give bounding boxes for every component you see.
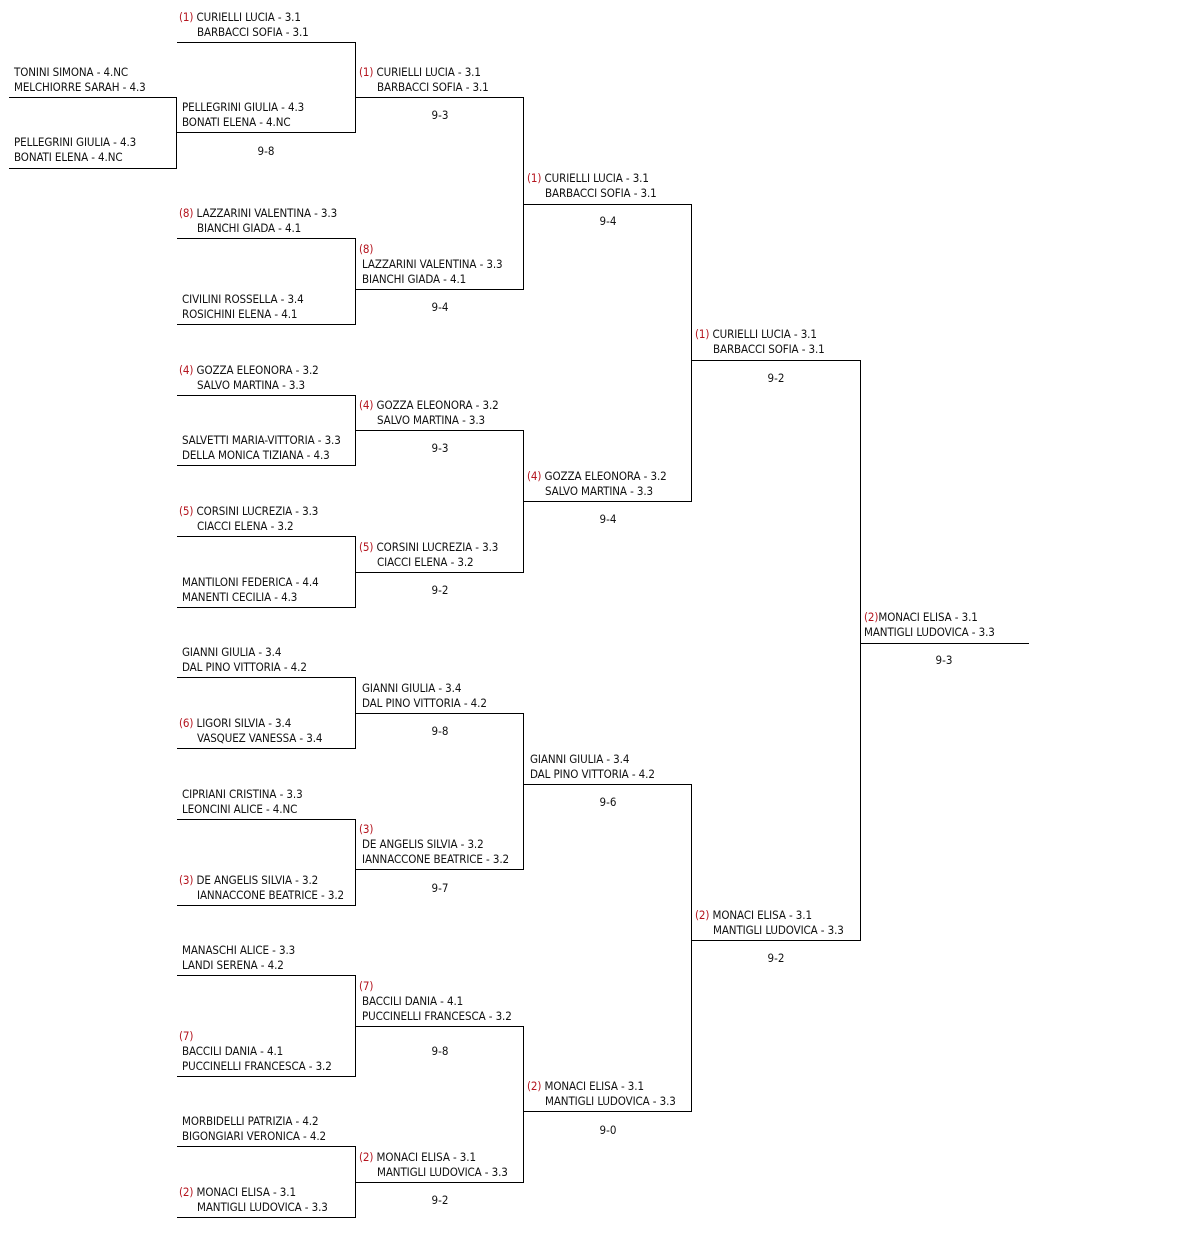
team-entry	[14, 65, 146, 95]
team-entry	[359, 540, 498, 570]
match-score: 9-8	[431, 724, 449, 738]
player-2: BARBACCI SOFIA - 3.1	[545, 186, 657, 200]
player-1: CURIELLI LUCIA - 3.1	[544, 171, 649, 185]
seed-number: (1)	[527, 171, 542, 185]
team-entry	[182, 433, 341, 463]
bracket-line	[177, 465, 356, 466]
player-2: BARBACCI SOFIA - 3.1	[377, 80, 489, 94]
bracket-connector	[691, 784, 692, 1112]
team-entry	[179, 206, 337, 236]
seed-number: (3)	[179, 873, 194, 887]
seed-number: (7)	[179, 1029, 194, 1043]
bracket-connector	[523, 97, 524, 290]
bracket-line	[356, 430, 524, 431]
player-1: MONACI ELISA - 3.1	[376, 1150, 476, 1164]
seed-number: (2)	[359, 1150, 374, 1164]
player-2: BIANCHI GIADA - 4.1	[197, 221, 302, 235]
seed-number: (2)	[179, 1185, 194, 1199]
bracket-line	[177, 748, 356, 749]
bracket-connector	[860, 360, 861, 941]
bracket-line	[692, 360, 860, 361]
bracket-line	[356, 289, 524, 290]
player-1: LAZZARINI VALENTINA - 3.3	[362, 257, 503, 271]
player-2: LANDI SERENA - 4.2	[182, 958, 284, 972]
team-entry	[527, 171, 657, 201]
player-1: BACCILI DANIA - 4.1	[182, 1044, 284, 1058]
match-score: 9-2	[431, 1193, 449, 1207]
bracket-line	[692, 940, 860, 941]
player-2: BONATI ELENA - 4.NC	[182, 115, 291, 129]
bracket-line	[177, 395, 356, 396]
player-1: CIVILINI ROSSELLA - 3.4	[182, 292, 304, 306]
player-2: BARBACCI SOFIA - 3.1	[197, 25, 309, 39]
match-score: 9-3	[431, 441, 449, 455]
match-score: 9-4	[431, 300, 449, 314]
player-2: PUCCINELLI FRANCESCA - 3.2	[362, 1009, 512, 1023]
bracket-line	[356, 97, 524, 98]
bracket-line	[177, 975, 356, 976]
player-1: MONACI ELISA - 3.1	[878, 610, 978, 624]
player-2: DAL PINO VITTORIA - 4.2	[182, 660, 307, 674]
player-2: MANTIGLI LUDOVICA - 3.3	[197, 1200, 328, 1214]
team-entry	[179, 504, 318, 534]
match-score: 9-4	[599, 214, 617, 228]
seed-number: (5)	[359, 540, 374, 554]
bracket-line	[524, 501, 692, 502]
player-2: DAL PINO VITTORIA - 4.2	[530, 767, 655, 781]
match-score: 9-2	[767, 951, 785, 965]
player-1: MONACI ELISA - 3.1	[712, 908, 812, 922]
bracket-line	[9, 168, 177, 169]
team-entry	[179, 10, 309, 40]
team-entry	[530, 752, 655, 782]
match-score: 9-3	[935, 653, 953, 667]
bracket-line	[177, 677, 356, 678]
player-1: GOZZA ELEONORA - 3.2	[196, 363, 319, 377]
bracket-line	[177, 1217, 356, 1218]
team-entry	[359, 242, 503, 287]
team-entry	[359, 1150, 508, 1180]
team-entry	[182, 575, 319, 605]
team-entry	[359, 398, 499, 428]
team-entry	[14, 135, 136, 165]
player-2: VASQUEZ VANESSA - 3.4	[197, 731, 323, 745]
seed-number: (3)	[359, 822, 374, 836]
team-entry	[182, 1114, 326, 1144]
player-2: DAL PINO VITTORIA - 4.2	[362, 696, 487, 710]
seed-number: (1)	[695, 327, 710, 341]
player-1: TONINI SIMONA - 4.NC	[14, 65, 128, 79]
player-2: SALVO MARTINA - 3.3	[545, 484, 654, 498]
player-1: MONACI ELISA - 3.1	[544, 1079, 644, 1093]
player-2: PUCCINELLI FRANCESCA - 3.2	[182, 1059, 332, 1073]
seed-number: (4)	[359, 398, 374, 412]
bracket-connector	[355, 42, 356, 133]
player-1: MONACI ELISA - 3.1	[196, 1185, 296, 1199]
match-score: 9-2	[767, 371, 785, 385]
bracket-line	[524, 204, 692, 205]
bracket-connector	[355, 819, 356, 906]
player-1: CURIELLI LUCIA - 3.1	[196, 10, 301, 24]
bracket-line	[524, 1111, 692, 1112]
team-entry	[359, 65, 489, 95]
player-2: CIACCI ELENA - 3.2	[197, 519, 294, 533]
team-entry	[179, 363, 319, 393]
match-score: 9-7	[431, 881, 449, 895]
player-2: SALVO MARTINA - 3.3	[377, 413, 486, 427]
player-1: BACCILI DANIA - 4.1	[362, 994, 464, 1008]
player-2: BONATI ELENA - 4.NC	[14, 150, 123, 164]
bracket-line	[177, 1076, 356, 1077]
team-entry	[182, 100, 304, 130]
team-entry	[695, 327, 825, 357]
player-1: CORSINI LUCREZIA - 3.3	[196, 504, 319, 518]
player-1: CURIELLI LUCIA - 3.1	[712, 327, 817, 341]
match-score: 9-2	[431, 583, 449, 597]
seed-number: (8)	[179, 206, 194, 220]
player-2: BARBACCI SOFIA - 3.1	[713, 342, 825, 356]
player-1: CIPRIANI CRISTINA - 3.3	[182, 787, 303, 801]
bracket-line	[356, 1026, 524, 1027]
bracket-connector	[176, 97, 177, 169]
player-2: CIACCI ELENA - 3.2	[377, 555, 474, 569]
bracket-line	[524, 784, 692, 785]
seed-number: (1)	[359, 65, 374, 79]
seed-number: (6)	[179, 716, 194, 730]
team-entry	[359, 822, 509, 867]
team-entry	[182, 787, 303, 817]
bracket-line	[356, 572, 524, 573]
player-1: DE ANGELIS SILVIA - 3.2	[196, 873, 319, 887]
team-entry	[179, 1029, 332, 1074]
player-2: BIGONGIARI VERONICA - 4.2	[182, 1129, 326, 1143]
player-2: IANNACCONE BEATRICE - 3.2	[197, 888, 345, 902]
seed-number: (4)	[179, 363, 194, 377]
player-1: GOZZA ELEONORA - 3.2	[376, 398, 499, 412]
player-1: GIANNI GIULIA - 3.4	[182, 645, 282, 659]
player-2: MELCHIORRE SARAH - 4.3	[14, 80, 146, 94]
player-2: LEONCINI ALICE - 4.NC	[182, 802, 298, 816]
player-2: MANTIGLI LUDOVICA - 3.3	[545, 1094, 676, 1108]
player-2: ROSICHINI ELENA - 4.1	[182, 307, 298, 321]
seed-number: (8)	[359, 242, 374, 256]
bracket-line	[861, 643, 1029, 644]
team-entry	[527, 1079, 676, 1109]
team-entry	[362, 681, 487, 711]
seed-number: (1)	[179, 10, 194, 24]
player-1: MORBIDELLI PATRIZIA - 4.2	[182, 1114, 319, 1128]
bracket-line	[177, 324, 356, 325]
match-score: 9-0	[599, 1123, 617, 1137]
bracket-connector	[355, 238, 356, 325]
team-entry	[527, 469, 667, 499]
player-1: DE ANGELIS SILVIA - 3.2	[362, 837, 484, 851]
player-1: MANTILONI FEDERICA - 4.4	[182, 575, 319, 589]
seed-number: (5)	[179, 504, 194, 518]
match-score: 9-8	[257, 144, 275, 158]
bracket-connector	[691, 204, 692, 502]
bracket-line	[177, 1146, 356, 1147]
player-1: LAZZARINI VALENTINA - 3.3	[196, 206, 338, 220]
bracket-line	[177, 238, 356, 239]
bracket-connector	[523, 713, 524, 870]
player-1: SALVETTI MARIA-VITTORIA - 3.3	[182, 433, 341, 447]
seed-number: (2)	[695, 908, 710, 922]
team-entry	[179, 716, 322, 746]
player-1: LIGORI SILVIA - 3.4	[196, 716, 292, 730]
player-1: PELLEGRINI GIULIA - 4.3	[182, 100, 305, 114]
player-2: DELLA MONICA TIZIANA - 4.3	[182, 448, 330, 462]
bracket-line	[356, 1182, 524, 1183]
team-entry	[179, 873, 344, 903]
team-entry	[182, 943, 295, 973]
bracket-line	[177, 132, 356, 133]
team-entry	[182, 645, 307, 675]
bracket-line	[177, 607, 356, 608]
player-2: BIANCHI GIADA - 4.1	[362, 272, 467, 286]
team-entry	[695, 908, 844, 938]
bracket-line	[9, 97, 177, 98]
player-1: CORSINI LUCREZIA - 3.3	[376, 540, 499, 554]
seed-number: (2)	[864, 610, 879, 624]
team-entry	[359, 979, 512, 1024]
player-1: CURIELLI LUCIA - 3.1	[376, 65, 481, 79]
player-2: MANTIGLI LUDOVICA - 3.3	[377, 1165, 508, 1179]
player-1: GIANNI GIULIA - 3.4	[530, 752, 630, 766]
team-entry	[179, 1185, 328, 1215]
bracket-line	[356, 869, 524, 870]
bracket-line	[177, 905, 356, 906]
player-2: IANNACCONE BEATRICE - 3.2	[362, 852, 510, 866]
seed-number: (2)	[527, 1079, 542, 1093]
match-score: 9-8	[431, 1044, 449, 1058]
player-1: GIANNI GIULIA - 3.4	[362, 681, 462, 695]
bracket-line	[177, 42, 356, 43]
seed-number: (4)	[527, 469, 542, 483]
player-1: PELLEGRINI GIULIA - 4.3	[14, 135, 137, 149]
player-2: SALVO MARTINA - 3.3	[197, 378, 306, 392]
match-score: 9-6	[599, 795, 617, 809]
champion-entry	[864, 610, 995, 640]
match-score: 9-4	[599, 512, 617, 526]
bracket-connector	[523, 1026, 524, 1183]
player-1: GOZZA ELEONORA - 3.2	[544, 469, 667, 483]
match-score: 9-3	[431, 108, 449, 122]
bracket-line	[177, 536, 356, 537]
player-1: MANASCHI ALICE - 3.3	[182, 943, 296, 957]
team-entry	[182, 292, 304, 322]
bracket-line	[177, 819, 356, 820]
player-2: MANENTI CECILIA - 4.3	[182, 590, 298, 604]
seed-number: (7)	[359, 979, 374, 993]
player-2: MANTIGLI LUDOVICA - 3.3	[864, 625, 995, 639]
bracket-line	[356, 713, 524, 714]
player-2: MANTIGLI LUDOVICA - 3.3	[713, 923, 844, 937]
